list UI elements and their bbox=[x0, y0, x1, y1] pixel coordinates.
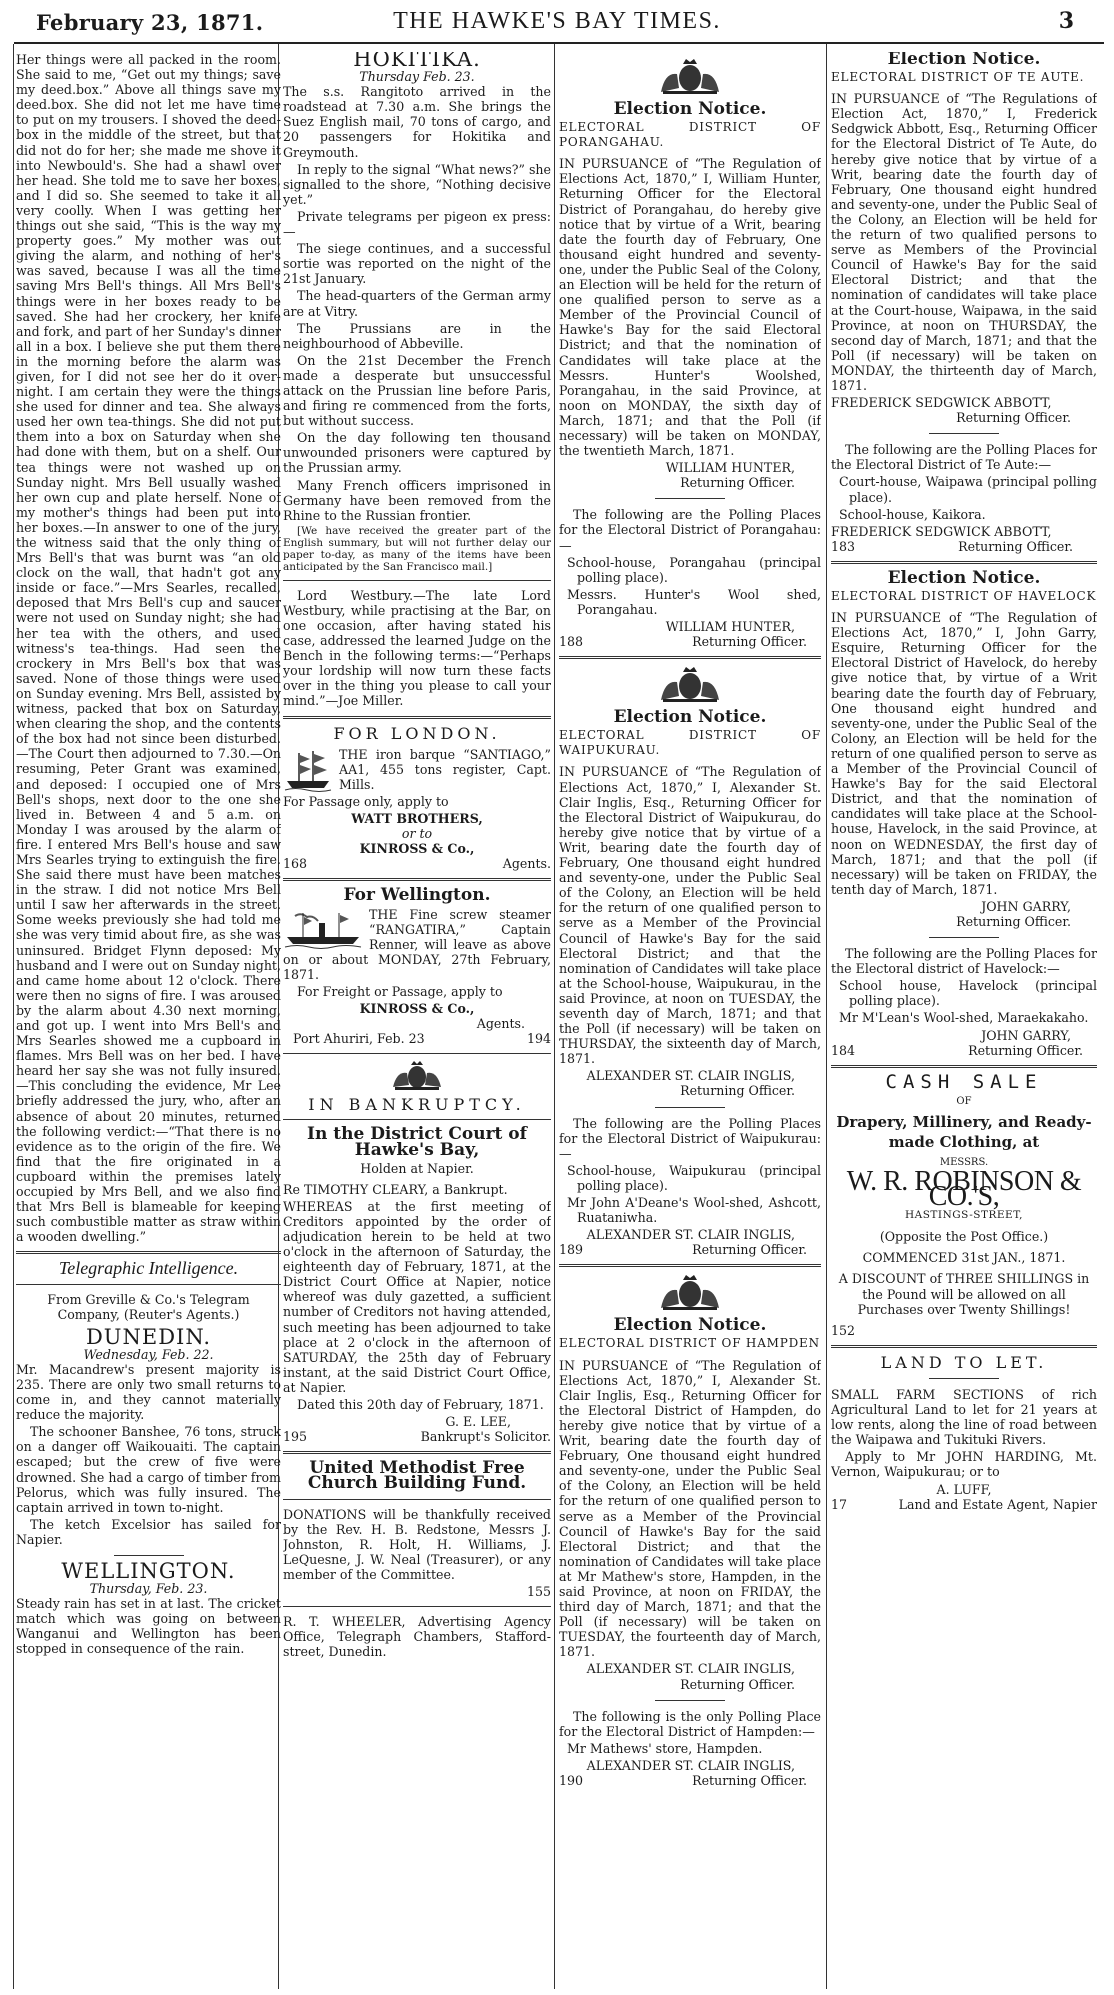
royal-arms-icon bbox=[387, 1061, 447, 1091]
dunedin-paragraph: The schooner Banshee, 76 tons, struck on a danger off Waikouaiti. The captain escaped; but the crew of five were drowned. She had a cargo of timber from Pelorus, which was fully insured. The captain arrived in town to-night. bbox=[16, 1424, 281, 1515]
divider bbox=[283, 1606, 551, 1607]
wellington-ad bbox=[283, 907, 551, 1047]
ad-number: 152 bbox=[831, 1322, 856, 1338]
page-number: 3 bbox=[1058, 8, 1074, 34]
polling-intro: The following is the only Polling Place for the Electoral District of Hampden:— bbox=[559, 1708, 821, 1739]
cash-sale-messrs: MESSRS. bbox=[939, 1156, 989, 1168]
divider bbox=[655, 498, 725, 499]
westbury-anecdote: Lord Westbury.—The late Lord Westbury, while practising at the Bar, on one occasion, after having stated his case, addressed the learned Judge on the Bench in the following terms:—“Perhaps your lordship will now turn these facts over in the thing you please to call your mind.”—Joe Miller. bbox=[283, 587, 551, 709]
land-heading: LAND TO LET. bbox=[880, 1352, 1048, 1372]
divider bbox=[283, 1499, 551, 1500]
hokitika-paragraph: On the 21st December the French made a desperate but unsuccessful attack on the Prussian line before Paris, and firing re commenced from the forts, but without success. bbox=[283, 352, 551, 429]
polling-intro: The following are the Polling Places for the Electoral District of Te Aute:— bbox=[831, 442, 1097, 473]
divider bbox=[283, 1119, 551, 1120]
divider bbox=[655, 1700, 725, 1701]
london-ad-passage: For Passage only, apply to bbox=[283, 793, 449, 809]
ad-number: 155 bbox=[526, 1583, 551, 1599]
telegraphic-source: From Greville & Co.'s Telegram Company, (Reuter's Agents.) bbox=[47, 1291, 250, 1322]
returning-officer: WILLIAM HUNTER, bbox=[665, 619, 795, 634]
royal-arms-icon bbox=[655, 1274, 725, 1312]
polling-place: Mr M'Lean's Wool-shed, Maraekakaho. bbox=[839, 1010, 1089, 1026]
solicitor-role: Bankrupt's Solicitor. bbox=[420, 1429, 551, 1445]
royal-arms-icon bbox=[655, 666, 725, 704]
election-heading: Election Notice. bbox=[613, 1315, 767, 1336]
hokitika-paragraph: The head-quarters of the German army are at Vitry. bbox=[283, 288, 551, 319]
election-heading: Election Notice. bbox=[887, 52, 1041, 69]
cash-sale-heading: CASH SALE bbox=[885, 1070, 1043, 1093]
wellington-agent: KINROSS & Co., bbox=[359, 1001, 475, 1017]
election-text: IN PURSUANCE of “The Regulation of Elections Act, 1870,” I, Alexander St. Clair Inglis, Esq., Returning Officer for the Electoral District of Waipukurau, do hereby give notice that by virtue of a Writ, bearing date the fourth day of February, One thousand eight hundred and seventy-one, under the Public Seal of the Colony, an Election will be held for the return of one qualified person to serve as a Member of the Provincial Council of Hawke's Bay for the said Electoral District; and that the nomination of Candidates will take place at the School-house, Waipukurau, in the said Province, at noon on TUESDAY, the seventh day of March, 1871; and that the Poll (if necessary) will be taken on THURSDAY, the sixteenth day of March, 1871. bbox=[559, 764, 821, 1067]
election-text: IN PURSUANCE of “The Regulation of Elections Act, 1870,” I, William Hunter, Returning Officer for the Electoral District of Porangahau, do hereby give notice that by virtue of a Writ, bearing date the fourth day of February, One thousand eight hundred and seventy-one, under the Public Seal of the Colony, an Election will be held for the return of one qualified person to serve as a Member of the Provincial Council of Hawke's Bay for the said Electoral District; and that the nomination of Candidates will take place at the Messrs. Hunter's Woolshed, Porangahau, in the said Province, at noon on MONDAY, the sixth day of March, 1871; and that the Poll (if necessary) will be taken on MONDAY, the twentieth March, 1871. bbox=[559, 156, 821, 459]
wellington-heading: WELLINGTON. bbox=[61, 1559, 236, 1583]
ad-number: 168 bbox=[283, 856, 308, 872]
cash-sale-goods: Drapery, Millinery, and Ready-made Clothing, at bbox=[836, 1112, 1092, 1151]
divider bbox=[283, 580, 551, 581]
returning-officer: JOHN GARRY, bbox=[981, 898, 1071, 914]
firm-street: HASTINGS-STREET, bbox=[904, 1209, 1023, 1222]
dunedin-paragraph: The ketch Excelsior has sailed for Napier. bbox=[16, 1516, 281, 1547]
column-rule bbox=[826, 44, 827, 1989]
polling-place: School-house, Porangahau (principal polling place). bbox=[567, 554, 821, 585]
election-text: IN PURSUANCE of “The Regulations of Election Act, 1870,” I, Frederick Sedgwick Abbott, Esq., Returning Officer for the Electoral District of Te Aute, do hereby give notice that by virtue of a Writ, bearing date the fourth day of February, One thousand eight hundred and seventy-one, under the Public Seal of the Colony, an Election will be held for the return of two qualified persons to serve as Members of the Provincial Council of Hawke's Bay for the said Electoral District; and that the nomination of candidates will take place at the Court-house, Waipawa, in the said Province, at noon on THURSDAY, the second day of March, 1871; and that the Poll (if necessary) will be taken on MONDAY, the thirteenth day of March, 1871. bbox=[831, 91, 1097, 393]
hokitika-heading: HOKITIKA. bbox=[353, 52, 481, 71]
land-apply: Apply to Mr JOHN HARDING, Mt. Vernon, Waipukurau; or to bbox=[831, 1449, 1097, 1480]
polling-place: School house, Havelock (principal polling place). bbox=[839, 978, 1097, 1009]
electoral-district: ELECTORAL DISTRICT OF HAMPDEN bbox=[559, 1336, 820, 1351]
port-date: Port Ahuriri, Feb. 23 bbox=[293, 1031, 425, 1047]
bankruptcy-dated: Dated this 20th day of February, 1871. bbox=[297, 1397, 544, 1413]
polling-intro: The following are the Polling Places for the Electoral District of Waipukurau:— bbox=[559, 1115, 821, 1161]
hokitika-date: Thursday Feb. 23. bbox=[359, 69, 475, 85]
bankrupt-name: Re TIMOTHY CLEARY, a Bankrupt. bbox=[283, 1181, 508, 1197]
inquest-article: Her things were all packed in the room. She said to me, “Get out my things; save my deed.box.” Above all things save my deed.box. She did not let me have time to put on my trousers. I shoved the deed-box in the middle of the street, but that did not do for her; she made me shove it into Newbould's. She had a shawl over her head. She told me to save her boxes, and I did so. She seemed to take it all very coolly. When I was getting her things out she said, “This is the way my property goes.” My mother was out giving the alarm, and nothing of her's was saved, because I was all the time saving Mrs Bell's things. All Mrs Bell's things were in her boxes ready to be saved. She had her crockery, her knife and fork, and part of her Sunday's dinner all in a box. I believe she put them there in the morning before the alarm was given, for I did not see her do it over-night. I am certain they were the things she used for dinner and tea. She always used her own tea-things. She did not put them into a box on Saturday when she had done with them, but on a shelf. Our tea things were not washed up on Sunday night. Mrs Bell usually washed her own cup and plate herself. None of my mother's things had been put into her boxes.—In answer to one of the jury, the witness said that the only thing of Mrs Bell's that was burnt was “an old clock on the wall, that hadn't got any inside or face.”—Mrs Searles, recalled, deposed that Mrs Bell's cup and saucer were not used on Sunday night; she had her tea with the others, and used witness's tea-things. Had seen the crockery in Mrs Bell's box that was saved. None of those things were used on Sunday evening. Mrs Bell, assisted by witness, packed that box on Saturday, when clearing the shop, and the contents of the box had not since been disturbed.—The Court then adjourned to 7.30.—On resuming, Peter Grant was examined, and deposed: I occupied one of Mrs Bell's shops, next door to the one she lived in. Between 4 and 5 a.m. on Monday I was aroused by the alarm of fire. I entered Mrs Bell's house and saw Mrs Searles trying to extinguish the fire. She said there must have been matches in the straw. I did not notice Mrs Bell until I saw her afterwards in the street. Some weeks previously she had told me she was very timid about fire, as she was uninsured. Bridget Flynn deposed: My husband and I were out on Sunday night, and came home about 12 o'clock. There were then no signs of fire. I was aroused by the alarm about 4.30 next morning, and got up. I went into Mrs Bell's and Mrs Searles showed me a cupboard in flames. Mrs Bell was on her bed. I have heard her say she was not fully insured.—This concluding the evidence, Mr Lee briefly addressed the jury, who, after an absence of about 20 minutes, returned the following verdict:—“That there is no evidence as to the origin of the fire. We find that the fire originated in a cupboard within the premises lately occupied by Mrs Bell, and we also find that Mrs Bell is blameable for keeping such combustible matter as straw within a wooden dwelling.” bbox=[16, 52, 281, 1245]
divider bbox=[283, 1451, 551, 1454]
wheeler-ad: R. T. WHEELER, Advertising Agency Office, Telegraph Chambers, Stafford-street, Dunedin. bbox=[283, 1614, 551, 1660]
agents-label: Agents. bbox=[502, 856, 551, 872]
london-ad bbox=[283, 747, 551, 872]
london-agent: KINROSS & Co., bbox=[359, 841, 475, 857]
hokitika-paragraph: Many French officers imprisoned in Germany have been removed from the Rhine to the Russian frontier. bbox=[283, 477, 551, 523]
london-ad-heading: FOR LONDON. bbox=[333, 723, 501, 743]
polling-intro: The following are the Polling Places for the Electoral district of Havelock:— bbox=[831, 946, 1097, 977]
electoral-district: ELECTORAL DISTRICT OF WAIPUKURAU. bbox=[559, 728, 821, 758]
polling-place: Mr Mathews' store, Hampden. bbox=[567, 1740, 763, 1756]
dunedin-date: Wednesday, Feb. 22. bbox=[83, 1346, 214, 1362]
editor-note: [We have received the greater part of the English summary, but will not further delay our paper to-day, as many of the items have been anticipated by the San Francisco mail.] bbox=[283, 524, 551, 573]
masthead bbox=[0, 0, 1114, 44]
returning-officer: WILLIAM HUNTER, bbox=[665, 460, 795, 476]
methodist-notice: DONATIONS will be thankfully received by the Rev. H. B. Redstone, Messrs J. Johnston, R. Holt, H. Williams, J. LeQuesne, J. W. Neal (Treasurer), or any member of the Committee. bbox=[283, 1506, 551, 1582]
election-heading: Election Notice. bbox=[613, 99, 767, 119]
returning-officer: FREDERICK SEDGWICK ABBOTT, bbox=[831, 523, 1052, 539]
column-1 bbox=[16, 52, 281, 1987]
officer-role: Returning Officer. bbox=[680, 1083, 795, 1099]
officer-role: Returning Officer. bbox=[692, 1773, 807, 1788]
electoral-district: ELECTORAL DISTRICT OF TE AUTE. bbox=[831, 70, 1085, 85]
ad-number: 183 bbox=[831, 538, 856, 554]
land-to-let-ad bbox=[831, 1352, 1097, 1512]
court-subheading: Holden at Napier. bbox=[360, 1160, 474, 1176]
divider bbox=[831, 561, 1097, 564]
masthead-date: February 23, 1871. bbox=[36, 10, 264, 35]
agents-label: Agents. bbox=[476, 1016, 525, 1032]
agent-role: Land and Estate Agent, Napier bbox=[898, 1496, 1097, 1512]
polling-place: Mr John A'Deane's Wool-shed, Ashcott, Ruataniwha. bbox=[567, 1195, 821, 1226]
officer-role: Returning Officer. bbox=[956, 410, 1071, 426]
ad-number: 184 bbox=[831, 1042, 856, 1058]
returning-officer: ALEXANDER ST. CLAIR INGLIS, bbox=[586, 1068, 795, 1084]
divider bbox=[283, 1053, 551, 1054]
divider bbox=[114, 1555, 184, 1556]
masthead-rule bbox=[14, 42, 1104, 44]
discount-text: A DISCOUNT of THREE SHILLINGS in the Pound will be allowed on all Purchases over Twenty Shillings! bbox=[838, 1271, 1090, 1317]
firm-name: W. R. ROBINSON & CO.'S, bbox=[846, 1166, 1082, 1213]
divider bbox=[559, 656, 821, 659]
masthead-title: THE HAWKE'S BAY TIMES. bbox=[393, 8, 721, 34]
polling-intro: The following are the Polling Places for the Electoral District of Porangahau:— bbox=[559, 507, 821, 553]
bankruptcy-heading: IN BANKRUPTCY. bbox=[308, 1095, 526, 1115]
ad-number: 195 bbox=[283, 1429, 308, 1445]
election-notice-waipukurau bbox=[559, 666, 821, 1257]
hokitika-paragraph: Private telegrams per pigeon ex press:— bbox=[283, 208, 551, 240]
returning-officer: ALEXANDER ST. CLAIR INGLIS, bbox=[586, 1757, 795, 1773]
election-notice-havelock bbox=[831, 567, 1097, 1058]
london-agent: WATT BROTHERS, bbox=[351, 811, 483, 827]
polling-place: Court-house, Waipawa (principal polling place). bbox=[839, 474, 1097, 505]
officer-role: Returning Officer. bbox=[956, 913, 1071, 929]
hokitika-paragraph: The siege continues, and a successful sortie was reported on the night of the 21st January. bbox=[283, 241, 551, 287]
divider bbox=[16, 1284, 281, 1285]
polling-place: School-house, Kaikora. bbox=[839, 506, 986, 522]
court-heading: In the District Court of Hawke's Bay, bbox=[307, 1124, 527, 1160]
hokitika-paragraph: The Prussians are in the neighbourhood of Abbeville. bbox=[283, 320, 551, 351]
london-ad-text: THE iron barque “SANTIAGO,” AA1, 455 tons register, Capt. Mills. bbox=[339, 746, 551, 792]
polling-place: Messrs. Hunter's Wool shed, Porangahau. bbox=[567, 586, 821, 617]
bankruptcy-notice: WHEREAS at the first meeting of Creditors appointed by the order of adjudication herein to be held at two o'clock in the afternoon of Saturday, the eighteenth day of February, 1871, at the District Court Office at Napier, notice whereof was duly gazetted, a sufficient number of Creditors not having attended, such meeting has been adjourned to take place at 2 o'clock in the afternoon of SATURDAY, the 25th day of February instant, at the said District Court Office, at Napier. bbox=[283, 1198, 551, 1395]
divider bbox=[655, 1107, 725, 1108]
election-notice-te-aute bbox=[831, 52, 1097, 554]
officer-role: Returning Officer. bbox=[680, 1676, 795, 1692]
steamer-icon bbox=[283, 909, 363, 949]
column-rule bbox=[13, 44, 14, 1989]
cash-sale-of: OF bbox=[956, 1095, 972, 1107]
election-text: IN PURSUANCE of “The Regulation of Elections Act, 1870,” I, Alexander St. Clair Inglis, Esq., Returning Officer for the Electoral District of Hampden, do hereby give notice that by virtue of a Writ, bearing date the fourth day of February, One thousand eight hundred and seventy-one, under the Public Seal of the Colony, an Election will be held for the return of one qualified person to serve as a Member of the Provincial Council of Hawke's Bay for the said Electoral District; and that the nomination of Candidates will take place at Mr Mathew's store, Hampden, in the said Province, at noon on FRIDAY, the third day of March, 1871; and that the Poll (if necessary) will be taken on TUESDAY, the fourteenth day of March, 1871. bbox=[559, 1357, 821, 1660]
column-4 bbox=[831, 52, 1097, 1987]
methodist-heading: United Methodist Free Church Building Fund. bbox=[307, 1458, 527, 1494]
ad-number: 188 bbox=[559, 634, 584, 650]
election-notice-hampden bbox=[559, 1274, 821, 1788]
ad-number: 17 bbox=[831, 1496, 848, 1512]
divider bbox=[929, 433, 999, 434]
hokitika-paragraph: On the day following ten thousand unwounded prisoners were captured by the Prussian army. bbox=[283, 430, 551, 476]
electoral-district: ELECTORAL DISTRICT OF HAVELOCK bbox=[831, 589, 1097, 603]
wellington-paragraph: Steady rain has set in at last. The cricket match which was going on between Wanganui and Wellington has been stopped in consequence of the rain. bbox=[16, 1596, 281, 1657]
electoral-district: ELECTORAL DISTRICT OF PORANGAHAU. bbox=[559, 120, 821, 150]
election-notice-porangahau bbox=[559, 58, 821, 649]
officer-role: Returning Officer. bbox=[692, 1242, 807, 1258]
officer-role: Returning Officer. bbox=[680, 475, 795, 491]
dunedin-heading: DUNEDIN. bbox=[85, 1324, 212, 1349]
hokitika-paragraph: In reply to the signal “What news?” she signalled to the shore, “Nothing decisive yet.” bbox=[283, 161, 551, 207]
firm-location: (Opposite the Post Office.) bbox=[879, 1229, 1049, 1245]
divider bbox=[929, 937, 999, 938]
divider bbox=[929, 1378, 999, 1379]
election-heading: Election Notice. bbox=[887, 567, 1041, 588]
telegraphic-heading: Telegraphic Intelligence. bbox=[58, 1258, 239, 1279]
column-2 bbox=[283, 52, 551, 1987]
officer-role: Returning Officer. bbox=[692, 634, 807, 650]
divider bbox=[283, 878, 551, 881]
returning-officer: ALEXANDER ST. CLAIR INGLIS, bbox=[586, 1661, 795, 1677]
ad-number: 189 bbox=[559, 1242, 584, 1258]
wellington-ad-text: THE Fine screw steamer “RANGATIRA,” Captain Renner, will leave as above on or about MONDAY, 27th February, 1871. bbox=[283, 906, 551, 982]
dunedin-paragraph: Mr. Macandrew's present majority is 235. There are only two small returns to come in, and they cannot materially reduce the majority. bbox=[16, 1361, 281, 1423]
divider bbox=[16, 1251, 281, 1254]
london-or: or to bbox=[401, 826, 433, 842]
returning-officer: FREDERICK SEDGWICK ABBOTT, bbox=[831, 395, 1052, 411]
divider bbox=[559, 1264, 821, 1267]
wellington-date: Thursday, Feb. 23. bbox=[89, 1581, 208, 1597]
sale-commenced: COMMENCED 31st JAN., 1871. bbox=[862, 1250, 1066, 1266]
cash-sale-ad bbox=[831, 1070, 1097, 1338]
royal-arms-icon bbox=[655, 58, 725, 96]
officer-role: Returning Officer. bbox=[968, 1042, 1083, 1058]
ship-icon bbox=[283, 749, 333, 793]
ad-number: 194 bbox=[526, 1031, 551, 1047]
returning-officer: ALEXANDER ST. CLAIR INGLIS, bbox=[586, 1227, 795, 1243]
polling-place: School-house, Waipukurau (principal polling place). bbox=[567, 1162, 821, 1193]
column-rule bbox=[554, 44, 555, 1989]
divider bbox=[283, 716, 551, 719]
divider bbox=[831, 1345, 1097, 1348]
wellington-ad-freight: For Freight or Passage, apply to bbox=[297, 983, 503, 999]
column-3 bbox=[559, 52, 821, 1987]
officer-role: Returning Officer. bbox=[958, 538, 1073, 554]
agent-name: A. LUFF, bbox=[936, 1481, 992, 1497]
election-text: IN PURSUANCE of “The Regulation of Elections Act, 1870,” I, John Garry, Esquire, Returning Officer for the Electoral District of Havelock, do hereby give notice that, by virtue of a Writ bearing date the fourth day of February, One thousand eight hundred and seventy-one, under the Public Seal of the Colony, an Election will be held for the return of one qualified person to serve as a Member of the Provincial Council of Hawke's Bay for the said Electoral District, and that the nomination of candidates will take place at the School-house, Havelock, in the said Province, at noon on WEDNESDAY, the first day of March, 1871; and that the poll (if necessary) will be taken on FRIDAY, the tenth day of March, 1871. bbox=[831, 610, 1097, 897]
land-text: SMALL FARM SECTIONS of rich Agricultural Land to let for 21 years at low rents, along the line of road between the Waipawa and Tukituki Rivers. bbox=[831, 1386, 1097, 1448]
solicitor-name: G. E. LEE, bbox=[445, 1414, 511, 1430]
wellington-ad-heading: For Wellington. bbox=[343, 885, 491, 906]
hokitika-paragraph: The s.s. Rangitoto arrived in the roadstead at 7.30 a.m. She brings the Suez English mail, 70 tons of cargo, and 20 passengers for Hokitika and Greymouth. bbox=[283, 84, 551, 160]
election-heading: Election Notice. bbox=[613, 707, 767, 728]
divider bbox=[831, 1065, 1097, 1068]
returning-officer: JOHN GARRY, bbox=[981, 1027, 1071, 1043]
ad-number: 190 bbox=[559, 1773, 584, 1788]
